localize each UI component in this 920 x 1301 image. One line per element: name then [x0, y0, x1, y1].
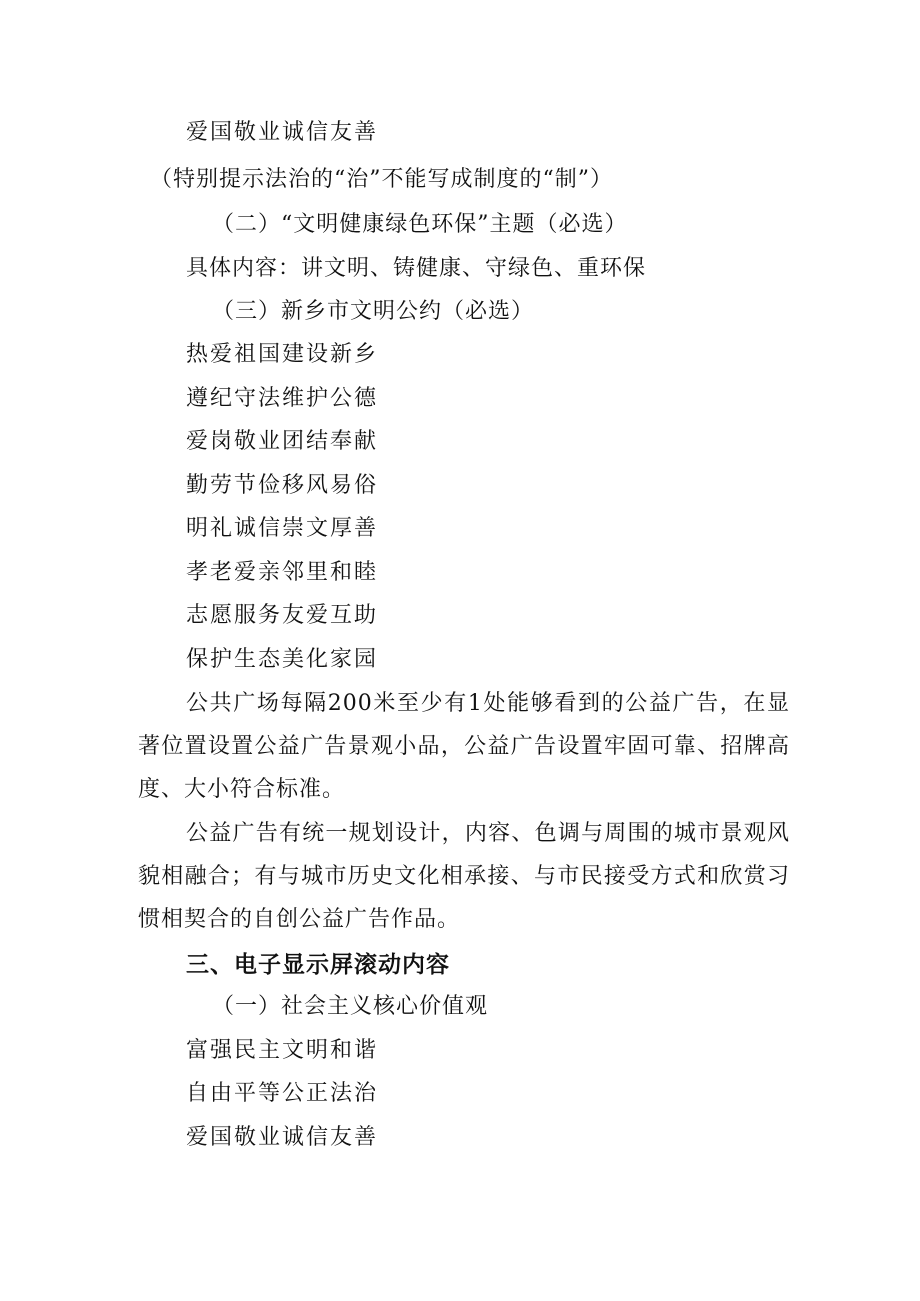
list-item: 自由平等公正法治: [186, 1081, 379, 1106]
list-item: 明礼诚信崇文厚善: [186, 516, 379, 541]
list-item: 爱岗敬业团结奉献: [186, 429, 379, 454]
subheading: （二）“文明健康绿色环保”主题（必选）: [212, 212, 628, 237]
section-heading: 三、电子显示屏滚动内容: [186, 952, 450, 978]
list-item: 爱国敬业诚信友善: [186, 1125, 379, 1150]
note-line: （特别提示法治的“治”不能写成制度的“制”）: [150, 167, 613, 192]
paragraph: 公共广场每隔200米至少有1处能够看到的公益广告，在显著位置设置公益广告景观小品，公益广告设置牢固可靠、招牌高度、大小符合标准。: [138, 691, 790, 802]
list-item: 勤劳节俭移风易俗: [186, 473, 379, 498]
list-item: 富强民主文明和谐: [186, 1038, 379, 1063]
subheading: （三）新乡市文明公约（必选）: [212, 299, 535, 324]
list-item: 热爱祖国建设新乡: [186, 342, 379, 367]
list-item: 孝老爱亲邻里和睦: [186, 560, 379, 585]
text-line: 爱国敬业诚信友善: [186, 120, 379, 145]
list-item: 志愿服务友爱互助: [186, 603, 379, 628]
subheading: （一）社会主义核心价值观: [212, 994, 489, 1019]
paragraph: 公益广告有统一规划设计，内容、色调与周围的城市景观风貌相融合；有与城市历史文化相承接、与市民接受方式和欣赏习惯相契合的自创公益广告作品。: [138, 821, 790, 932]
list-item: 保护生态美化家园: [186, 647, 379, 672]
text-line: 具体内容：讲文明、铸健康、守绿色、重环保: [186, 256, 647, 281]
list-item: 遵纪守法维护公德: [186, 386, 379, 411]
